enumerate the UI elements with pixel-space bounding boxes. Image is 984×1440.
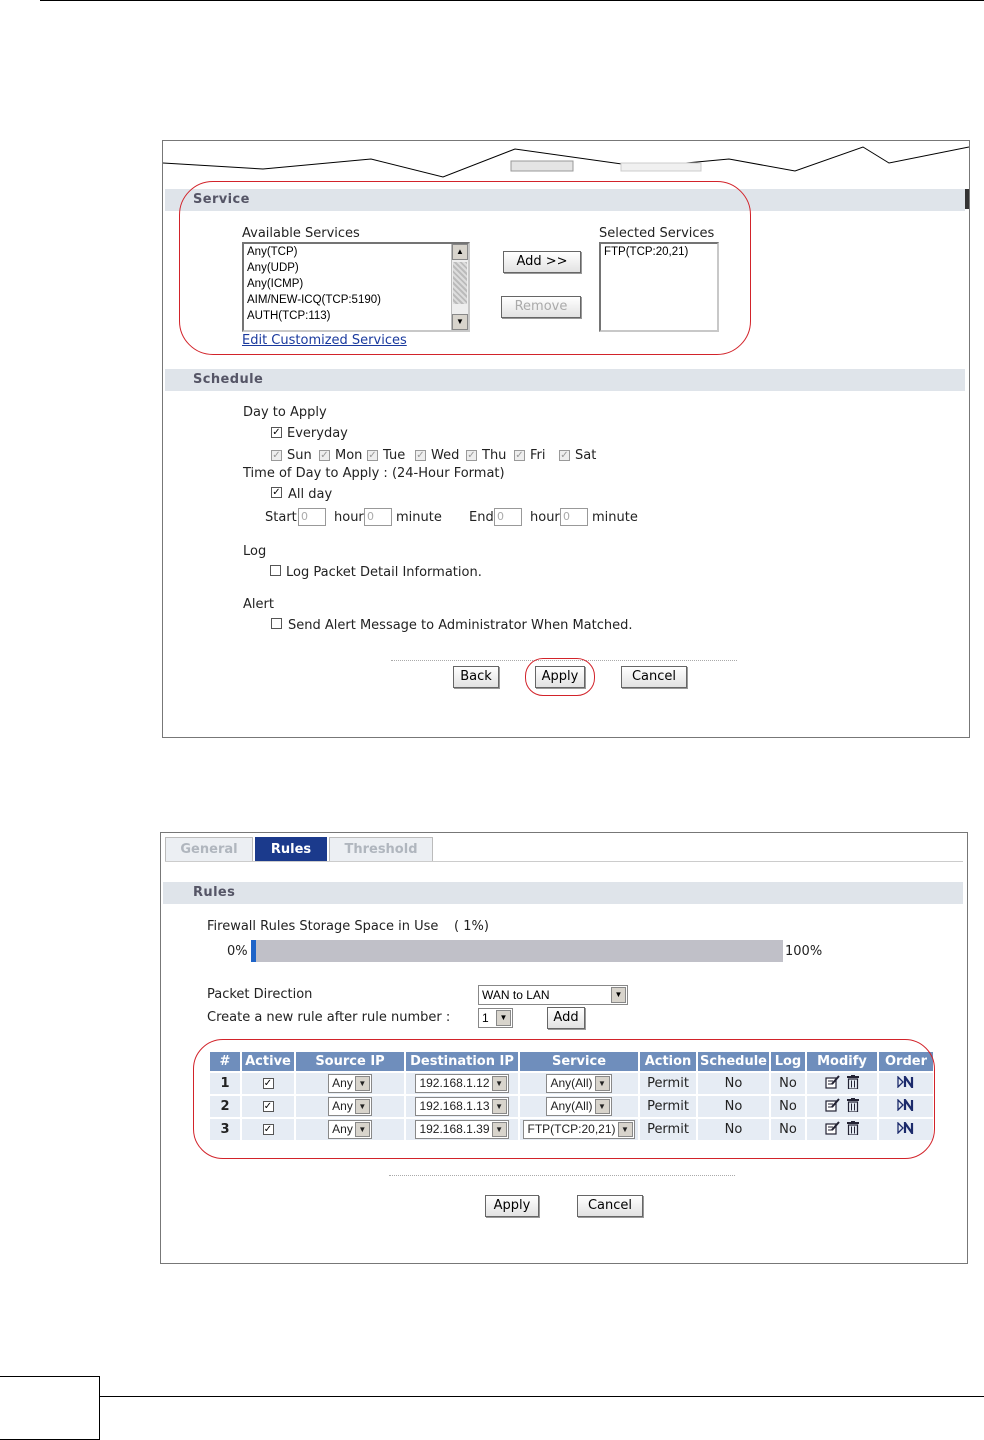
end-label: End <box>469 510 494 525</box>
available-service-item[interactable]: Any(ICMP) <box>247 278 304 290</box>
alert-checkbox[interactable] <box>271 618 282 629</box>
available-service-item[interactable]: AUTH(TCP:113) <box>247 310 331 322</box>
tab-general[interactable]: General <box>165 837 253 861</box>
header-rule <box>40 0 984 1</box>
tab-threshold[interactable]: Threshold <box>329 837 433 861</box>
log-option-label: Log Packet Detail Information. <box>286 565 482 580</box>
page-number-box <box>0 1376 100 1440</box>
packet-direction-label: Packet Direction <box>207 987 313 1002</box>
column-header: Modify <box>807 1052 877 1071</box>
everyday-checkbox[interactable]: ✓ <box>272 427 281 438</box>
schedule-cell: No <box>698 1119 769 1140</box>
create-rule-label: Create a new rule after rule number : <box>207 1010 451 1025</box>
action-cell: Permit <box>640 1119 696 1140</box>
chevron-down-icon: ▼ <box>355 1122 370 1137</box>
chevron-down-icon: ▼ <box>355 1099 370 1114</box>
rule-number-value: 1 <box>482 1011 489 1025</box>
progress-min-label: 0% <box>227 944 248 959</box>
chevron-down-icon: ▼ <box>492 1122 507 1137</box>
highlight-oval-service <box>179 181 751 355</box>
footer-rule <box>100 1396 984 1397</box>
selected-services-label: Selected Services <box>599 226 715 241</box>
tab-underline <box>165 861 963 862</box>
column-header: # <box>210 1052 240 1071</box>
rules-section-bar <box>163 882 963 904</box>
storage-percent: ( 1%) <box>454 919 489 934</box>
chevron-down-icon: ▼ <box>496 1010 511 1026</box>
storage-progress-bar <box>251 940 783 962</box>
rules-panel <box>160 832 968 1264</box>
alert-title: Alert <box>243 597 274 612</box>
column-header: Active <box>242 1052 294 1071</box>
end-minute-label: minute <box>592 510 638 525</box>
destination-ip-value: 192.168.1.12 <box>419 1076 490 1090</box>
schedule-cell: No <box>698 1096 769 1117</box>
source-ip-value: Any <box>332 1099 353 1113</box>
apply-button[interactable]: Apply <box>535 666 585 688</box>
destination-ip-value: 192.168.1.13 <box>419 1099 490 1113</box>
start-hour-input[interactable]: 0 <box>298 508 326 526</box>
column-header: Schedule <box>700 1054 767 1069</box>
service-title: Service <box>193 192 250 207</box>
active-checkbox[interactable]: ✓ <box>263 1078 273 1089</box>
chevron-down-icon: ▼ <box>595 1076 610 1091</box>
source-ip-value: Any <box>332 1076 353 1090</box>
active-checkbox[interactable]: ✓ <box>263 1124 273 1135</box>
progress-max-label: 100% <box>785 944 823 959</box>
time-of-day-label: Time of Day to Apply : (24-Hour Format) <box>243 466 505 481</box>
rules-apply-button[interactable]: Apply <box>485 1195 539 1217</box>
add-service-button[interactable]: Add >> <box>503 251 581 273</box>
start-minute-label: minute <box>396 510 442 525</box>
storage-label: Firewall Rules Storage Space in Use <box>207 919 439 934</box>
action-cell: Permit <box>640 1096 696 1117</box>
cancel-button[interactable]: Cancel <box>621 666 687 688</box>
scroll-down-icon[interactable]: ▼ <box>452 314 468 330</box>
selected-service-item[interactable]: FTP(TCP:20,21) <box>604 246 689 258</box>
schedule-title: Schedule <box>193 372 264 387</box>
day-to-apply-label: Day to Apply <box>243 405 327 420</box>
active-checkbox[interactable]: ✓ <box>263 1101 273 1112</box>
available-services-label: Available Services <box>242 226 360 241</box>
end-minute-input[interactable]: 0 <box>560 508 588 526</box>
start-minute-input[interactable]: 0 <box>364 508 392 526</box>
day-label-thu: Thu <box>482 448 507 463</box>
column-header: Order <box>879 1052 933 1071</box>
service-value: Any(All) <box>550 1076 593 1090</box>
action-cell: Permit <box>640 1073 696 1094</box>
chevron-down-icon: ▼ <box>618 1122 633 1137</box>
destination-ip-value: 192.168.1.39 <box>419 1122 490 1136</box>
edit-customized-services-link[interactable]: Edit Customized Services <box>242 333 407 348</box>
rules-button-separator <box>389 1175 735 1176</box>
source-ip-value: Any <box>332 1122 353 1136</box>
rule-number-select[interactable] <box>478 1008 513 1028</box>
schedule-section-bar <box>165 369 965 391</box>
service-value: FTP(TCP:20,21) <box>527 1122 616 1136</box>
rule-number: 2 <box>210 1096 240 1117</box>
day-checkbox-fri[interactable]: ✓ <box>515 450 524 461</box>
chevron-down-icon: ▼ <box>492 1099 507 1114</box>
column-header: Destination IP <box>406 1052 518 1071</box>
day-label-tue: Tue <box>383 448 406 463</box>
start-label: Start <box>265 510 297 525</box>
rules-title: Rules <box>193 885 236 900</box>
available-service-item[interactable]: Any(TCP) <box>247 246 298 258</box>
available-service-item[interactable]: Any(UDP) <box>247 262 299 274</box>
end-hour-label: hour <box>530 510 560 525</box>
column-header: Source IP <box>296 1052 404 1071</box>
log-cell: No <box>771 1073 805 1094</box>
packet-direction-value: WAN to LAN <box>482 988 550 1002</box>
highlight-oval-apply <box>525 658 595 696</box>
log-cell: No <box>771 1096 805 1117</box>
chevron-down-icon: ▼ <box>595 1099 610 1114</box>
chevron-down-icon: ▼ <box>355 1076 370 1091</box>
column-header: Service <box>520 1052 638 1071</box>
torn-edge <box>163 141 969 181</box>
day-checkbox-tue[interactable]: ✓ <box>368 450 377 461</box>
remove-service-button[interactable]: Remove <box>501 296 581 318</box>
back-button[interactable]: Back <box>453 666 499 688</box>
log-cell: No <box>771 1119 805 1140</box>
chevron-down-icon: ▼ <box>492 1076 507 1091</box>
rule-number: 3 <box>210 1119 240 1140</box>
service-value: Any(All) <box>550 1099 593 1113</box>
all-day-checkbox[interactable]: ✓ <box>272 487 281 498</box>
day-checkbox-sat[interactable]: ✓ <box>560 450 569 461</box>
day-checkbox-mon[interactable]: ✓ <box>320 450 329 461</box>
log-checkbox[interactable] <box>270 565 281 576</box>
tab-rules[interactable]: Rules <box>255 837 327 861</box>
available-service-item[interactable]: AIM/NEW-ICQ(TCP:5190) <box>247 294 381 306</box>
rules-cancel-button[interactable]: Cancel <box>577 1195 643 1217</box>
highlight-oval-rules <box>193 1039 935 1159</box>
service-schedule-panel <box>162 140 970 738</box>
schedule-cell: No <box>698 1073 769 1094</box>
start-hour-label: hour <box>334 510 364 525</box>
day-label-wed: Wed <box>431 448 460 463</box>
log-title: Log <box>243 544 267 559</box>
alert-option-label: Send Alert Message to Administrator When Matched. <box>288 618 633 633</box>
column-header: Log <box>771 1052 805 1071</box>
scroll-up-icon[interactable]: ▲ <box>452 244 468 260</box>
day-label-mon: Mon <box>335 448 363 463</box>
day-label-sat: Sat <box>575 448 597 463</box>
day-checkbox-sun[interactable]: ✓ <box>272 450 281 461</box>
end-hour-input[interactable]: 0 <box>494 508 522 526</box>
day-checkbox-wed[interactable]: ✓ <box>416 450 425 461</box>
day-checkbox-thu[interactable]: ✓ <box>467 450 476 461</box>
rule-number: 1 <box>210 1073 240 1094</box>
everyday-label: Everyday <box>287 426 348 441</box>
packet-direction-select[interactable] <box>478 985 628 1005</box>
column-header: Action <box>640 1052 696 1071</box>
day-label-sun: Sun <box>287 448 312 463</box>
day-label-fri: Fri <box>530 448 546 463</box>
storage-progress-fill <box>251 940 256 962</box>
add-rule-button[interactable]: Add <box>547 1007 585 1029</box>
chevron-down-icon: ▼ <box>611 987 626 1003</box>
all-day-label: All day <box>288 487 333 502</box>
